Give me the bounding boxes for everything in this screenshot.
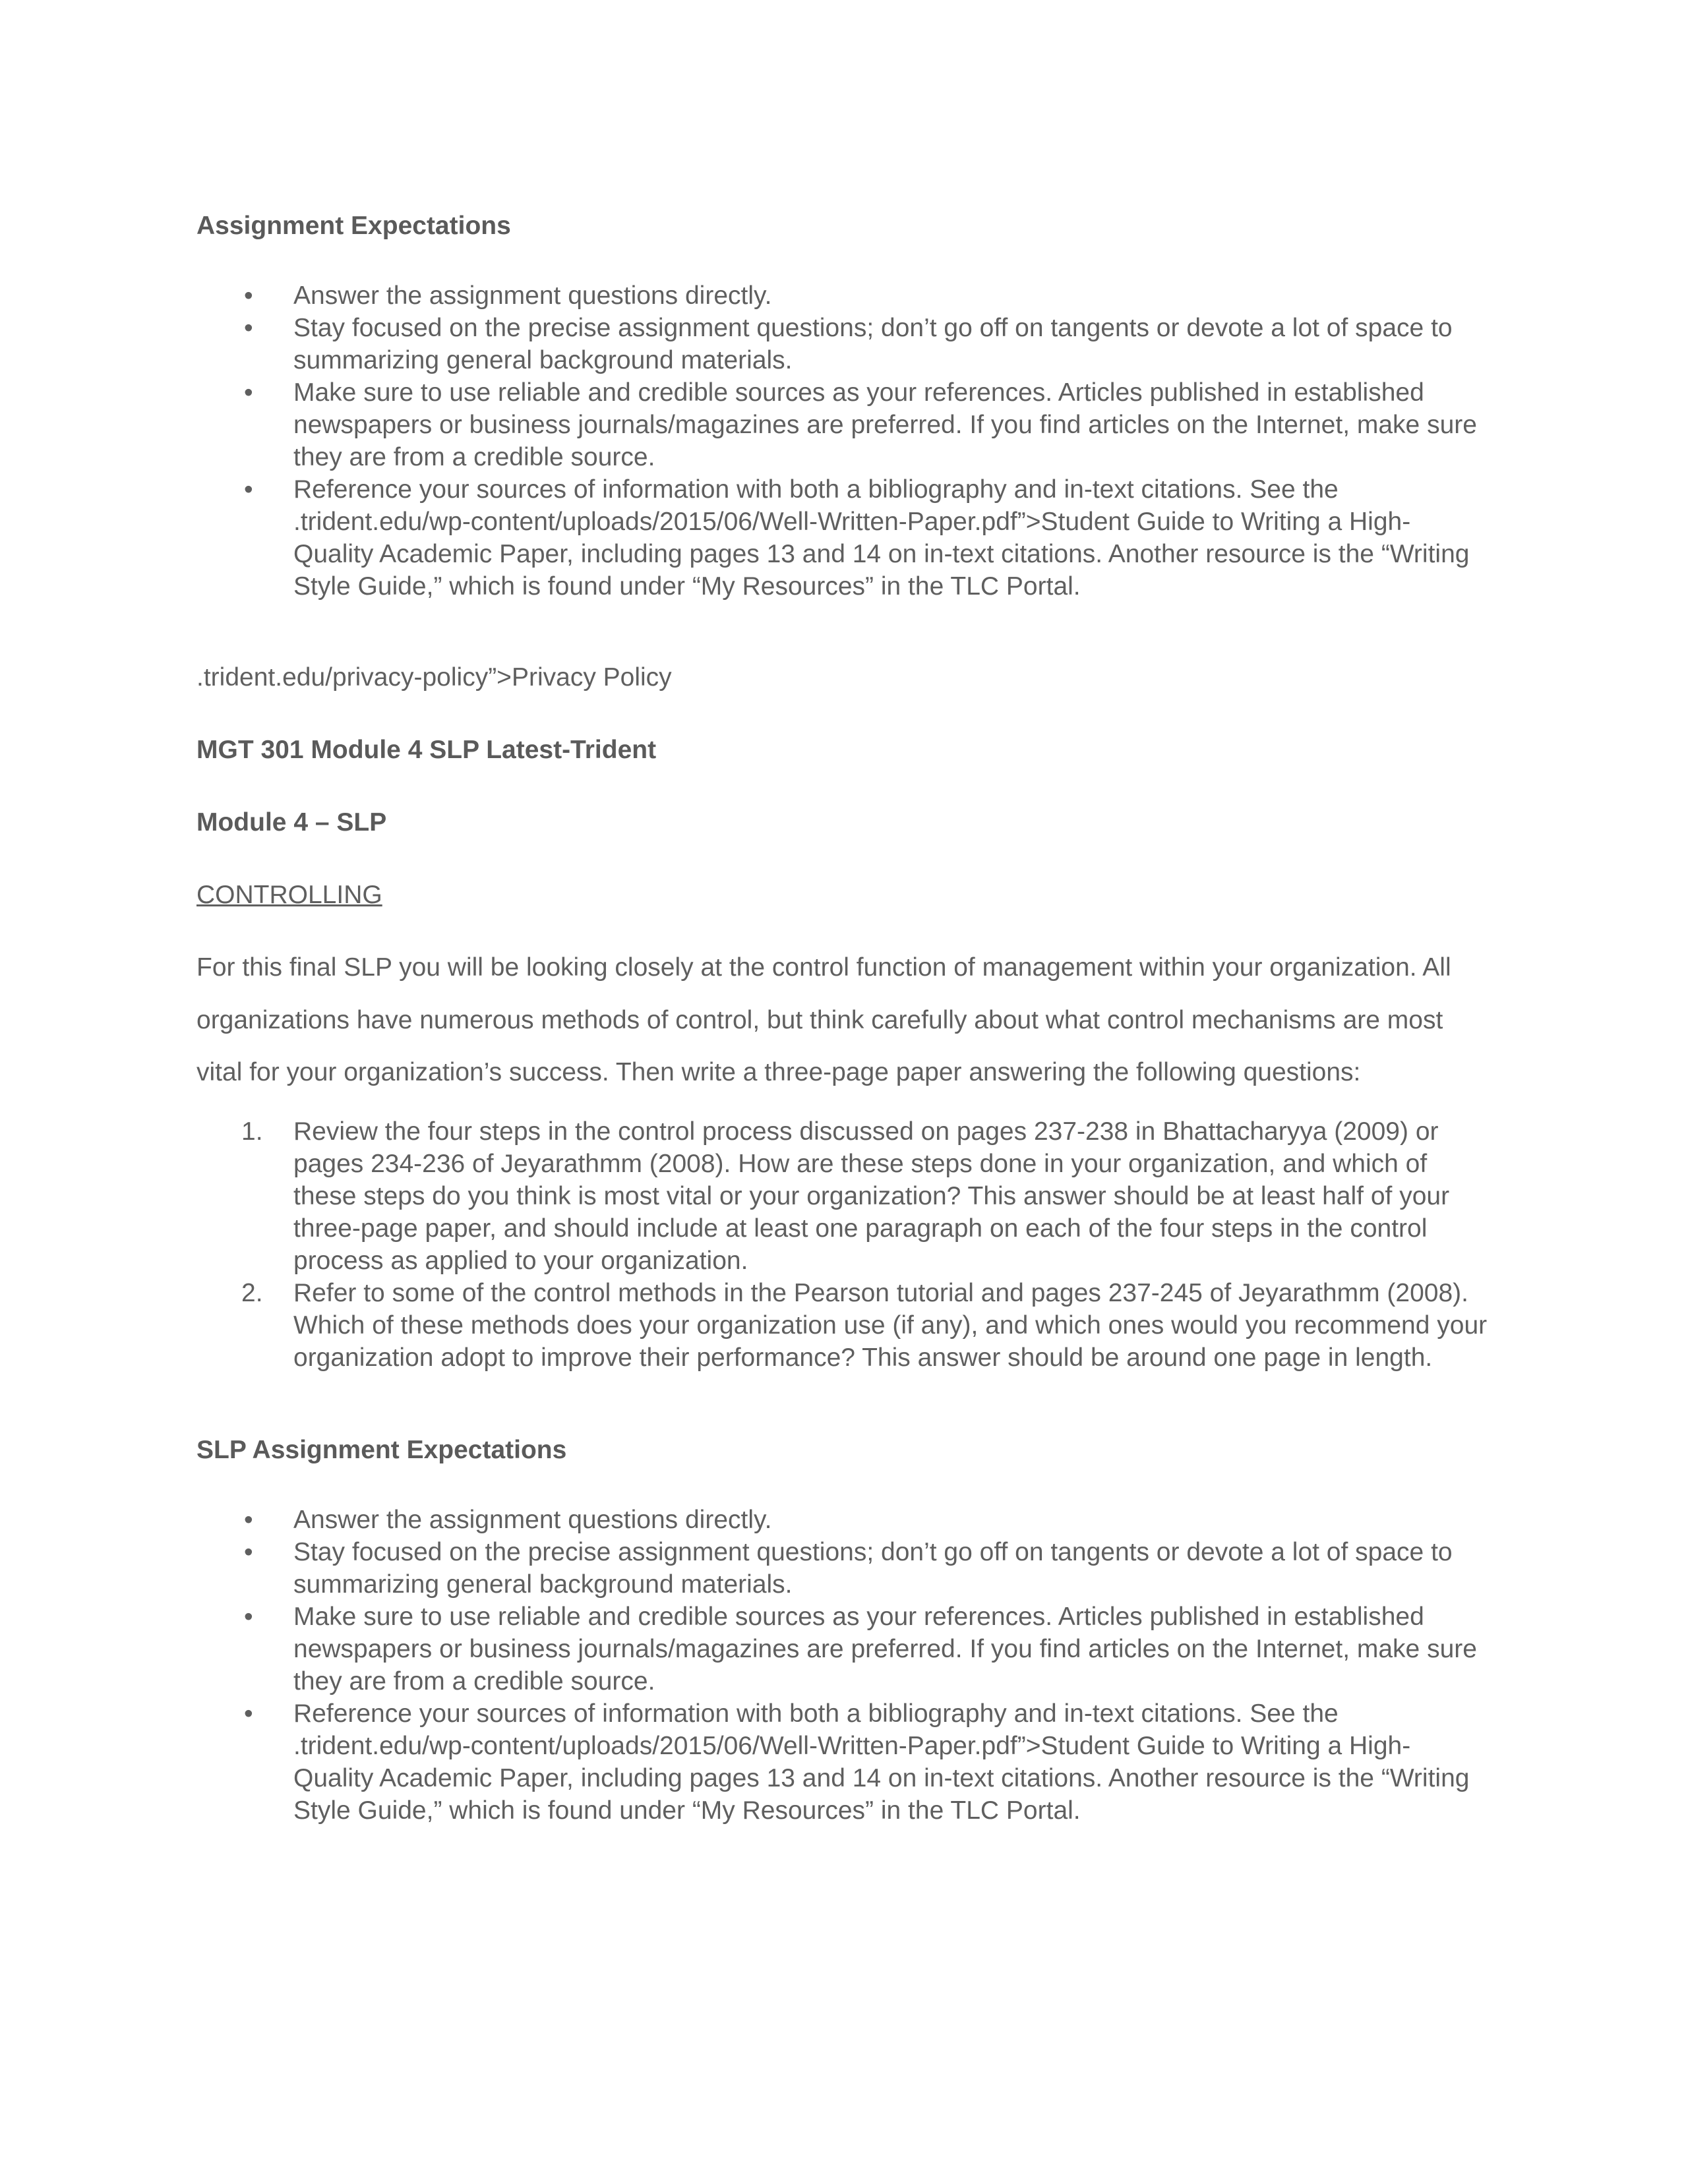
topic-heading: CONTROLLING <box>196 881 382 909</box>
list-item <box>196 376 1489 473</box>
list-item-text: Reference your sources of information with both a bibliography and in-text citations. See the .trident.edu/wp-content/uploads/2015/06/Well-Written-Paper.pdf”>Student Guide to Writing a High-Quality Academic Paper, including pages 13 and 14 on in-text citations. Another resource is the “Writing Style Guide,” which is found under “My Resources” in the TLC Portal. <box>293 475 1470 601</box>
list-item <box>196 1115 1489 1277</box>
list-item <box>196 1277 1489 1374</box>
bullet-icon: • <box>244 281 253 310</box>
list-item-text: Make sure to use reliable and credible sources as your references. Articles published in established newspapers or business journals/magazines are preferred. If you find articles on the Internet, make sure they are from a credible source. <box>293 378 1477 471</box>
list-number: 2. <box>241 1278 263 1307</box>
list-item-text: Stay focused on the precise assignment questions; don’t go off on tangents or devote a lot of space to summarizing general background materials. <box>293 1537 1453 1599</box>
bullet-icon: • <box>244 1537 253 1566</box>
bullet-icon: • <box>244 1505 253 1534</box>
privacy-policy-line: .trident.edu/privacy-policy”>Privacy Policy <box>196 663 672 692</box>
list-item-text: Reference your sources of information with both a bibliography and in-text citations. See the .trident.edu/wp-content/uploads/2015/06/Well-Written-Paper.pdf”>Student Guide to Writing a High-Quality Academic Paper, including pages 13 and 14 on in-text citations. Another resource is the “Writing Style Guide,” which is found under “My Resources” in the TLC Portal. <box>293 1699 1470 1825</box>
list-item <box>196 280 1489 312</box>
bullet-icon: • <box>244 314 253 342</box>
list-item-text: Answer the assignment questions directly. <box>293 281 772 310</box>
questions-list <box>196 1115 1489 1374</box>
list-item-text: Make sure to use reliable and credible sources as your references. Articles published in established newspapers or business journals/magazines are preferred. If you find articles on the Internet, make sure they are from a credible source. <box>293 1602 1477 1696</box>
list-item <box>196 1504 1489 1536</box>
list-item <box>196 473 1489 603</box>
assignment-expectations-heading: Assignment Expectations <box>196 212 511 240</box>
slp-assignment-expectations-heading: SLP Assignment Expectations <box>196 1435 567 1464</box>
slp-assignment-expectations-list <box>196 1504 1489 1827</box>
list-item-text: Review the four steps in the control process discussed on pages 237-238 in Bhattacharyya (2009) or pages 234-236 of Jeyarathmm (2008). How are these steps done in your organization, and which of these steps do you think is most vital or your organization? This answer should be at least half of your three-page paper, and should include at least one paragraph on each of the four steps in the control process as applied to your organization. <box>293 1117 1450 1275</box>
list-item <box>196 1536 1489 1601</box>
list-item-text: Refer to some of the control methods in the Pearson tutorial and pages 237-245 of Jeyarathmm (2008). Which of these methods does your organization use (if any), and which ones would you recommend your organization adopt to improve their performance? This answer should be around one page in length. <box>293 1278 1488 1372</box>
list-item <box>196 1697 1489 1827</box>
list-item-text: Stay focused on the precise assignment questions; don’t go off on tangents or devote a lot of space to summarizing general background materials. <box>293 314 1453 374</box>
course-title: MGT 301 Module 4 SLP Latest-Trident <box>196 736 657 764</box>
intro-paragraph: For this final SLP you will be looking closely at the control function of management within your organization. All organizations have numerous methods of control, but think carefully about what control mechanisms are most vital for your organization’s success. Then write a three-page paper answering the following questions: <box>196 953 1451 1086</box>
bullet-icon: • <box>244 378 253 407</box>
bullet-icon: • <box>244 1602 253 1631</box>
module-title: Module 4 – SLP <box>196 808 387 837</box>
document-page <box>196 210 1489 1827</box>
assignment-expectations-list <box>196 280 1489 603</box>
bullet-icon: • <box>244 475 253 504</box>
list-item-text: Answer the assignment questions directly. <box>293 1505 772 1534</box>
list-item <box>196 312 1489 376</box>
list-item <box>196 1601 1489 1697</box>
list-number: 1. <box>241 1117 263 1146</box>
bullet-icon: • <box>244 1699 253 1728</box>
